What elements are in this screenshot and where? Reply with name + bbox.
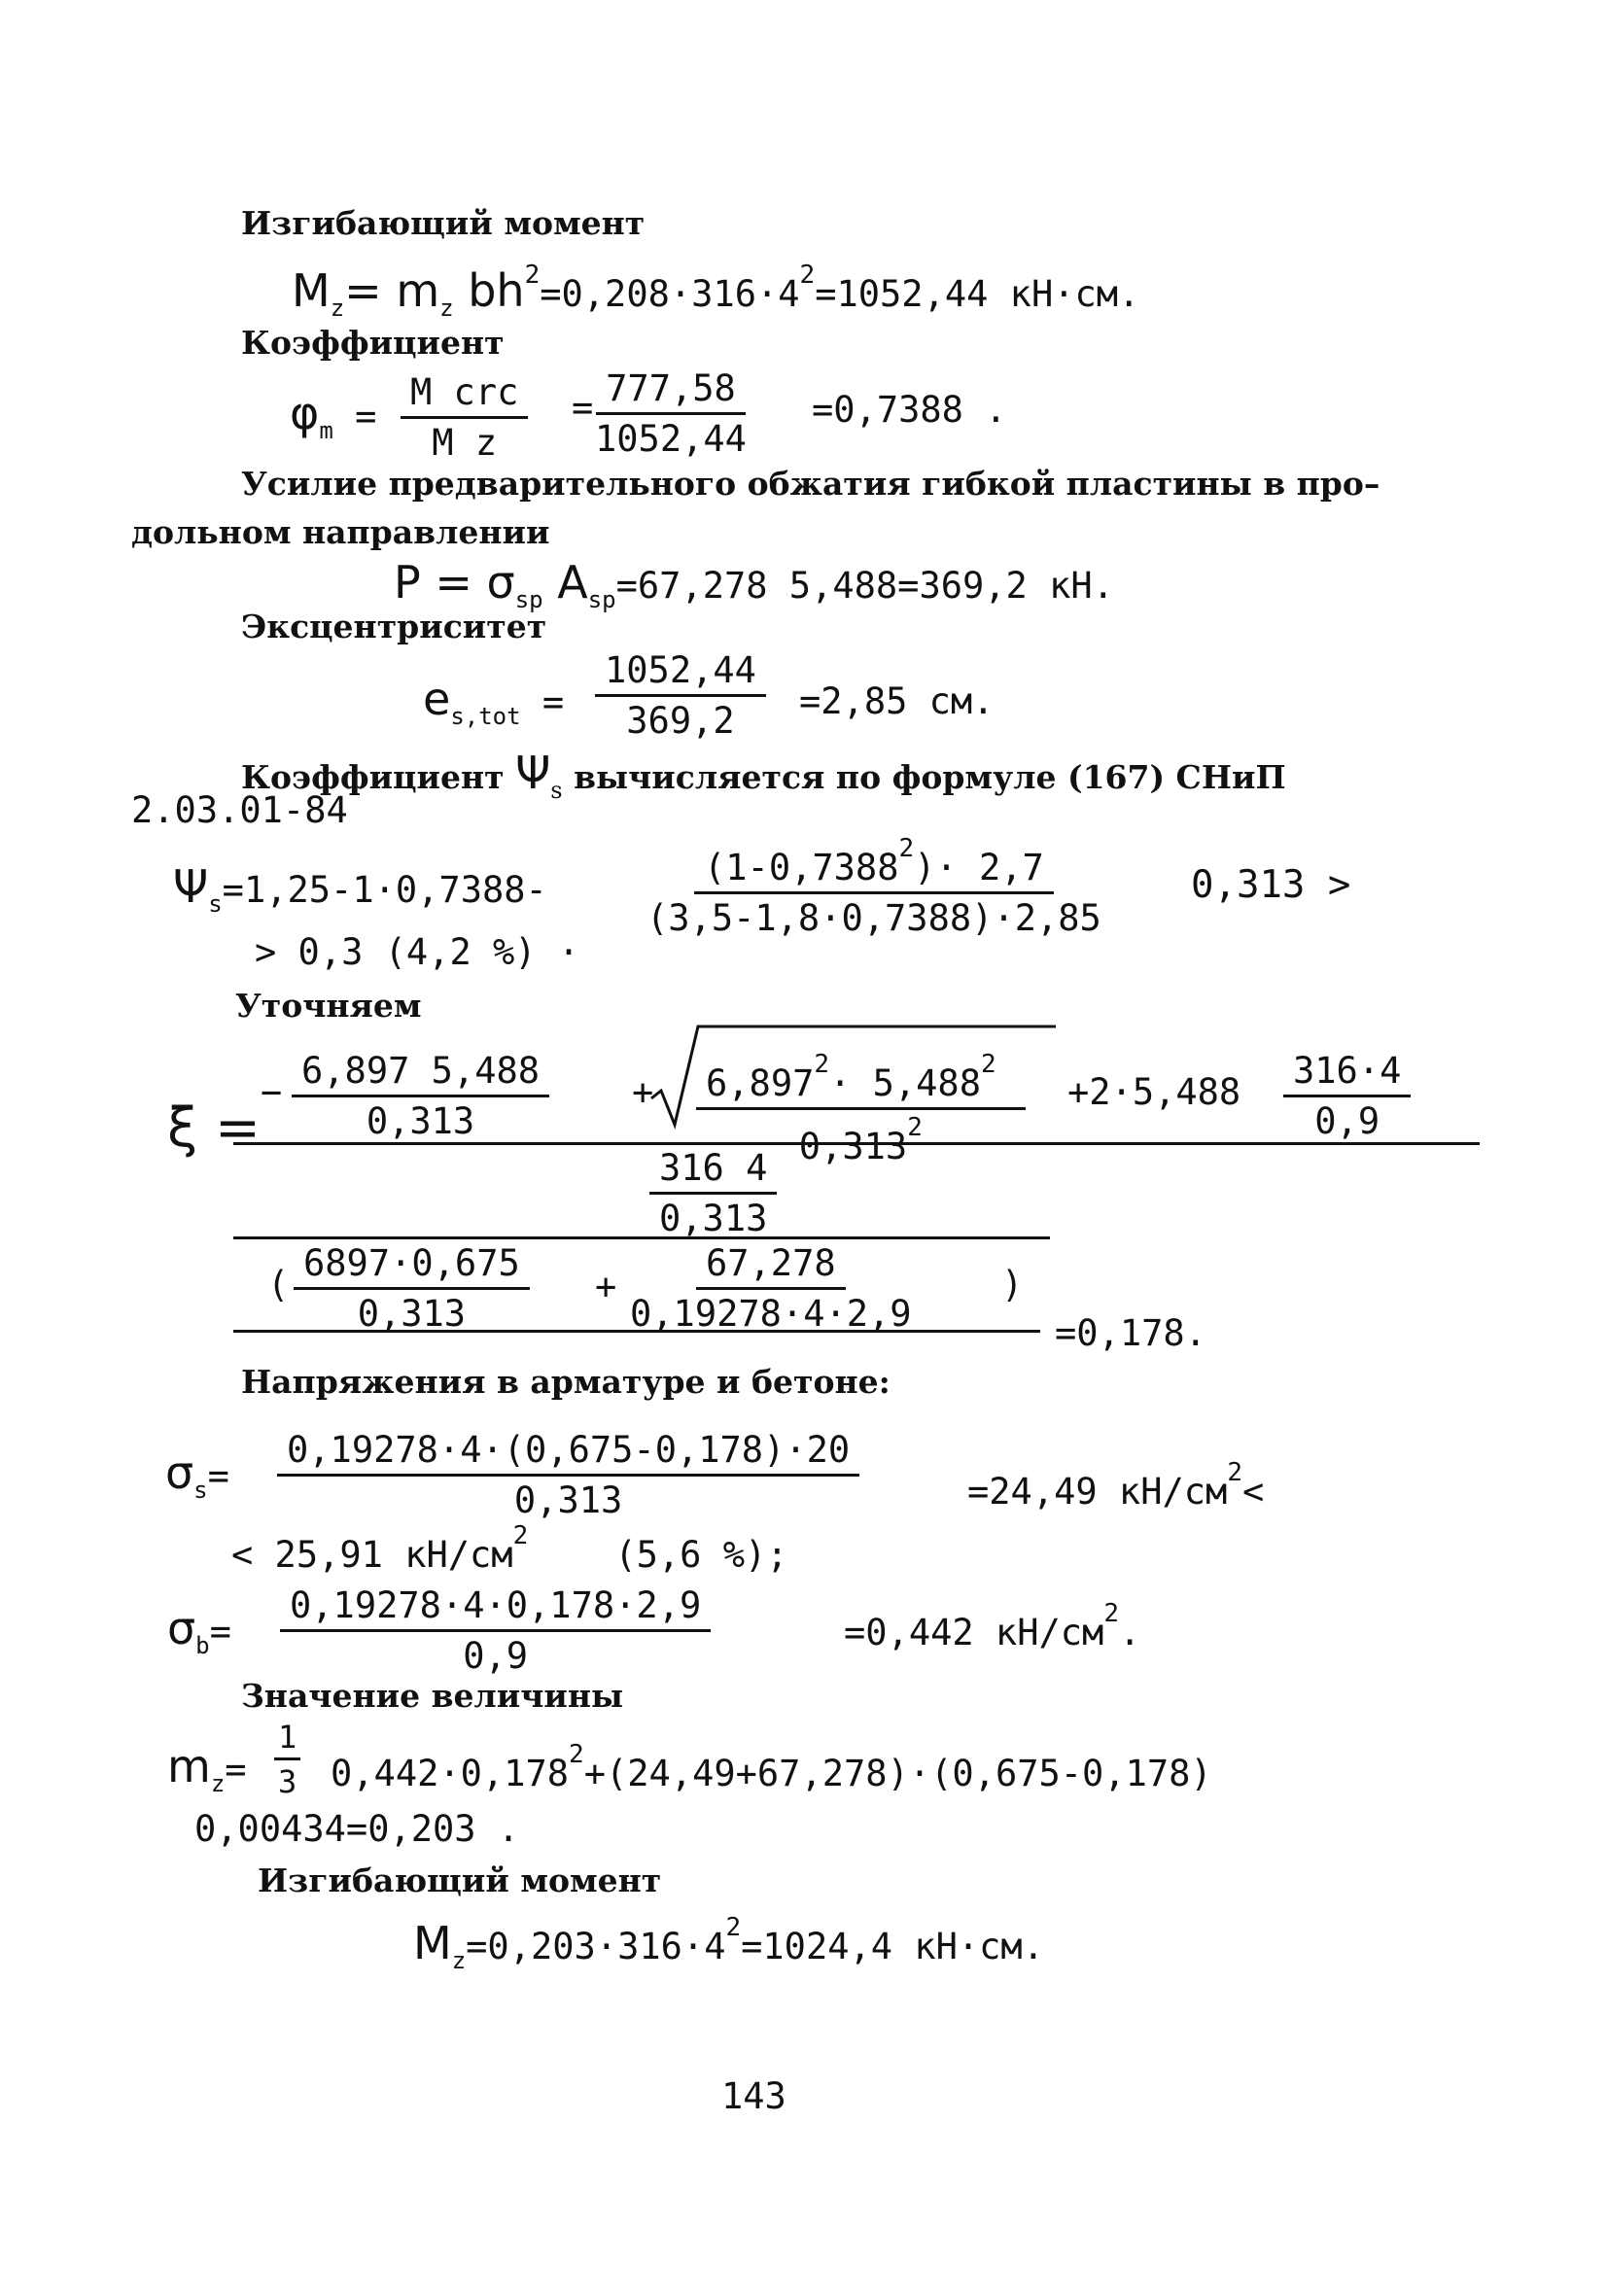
xi-term3: +2·5,488 [1067,1071,1241,1113]
equals-sign: = [572,387,594,429]
fraction-psi: $(1-0,7388^2)\cdot 2,7$ (3,5-1,8·0,7388)·2,85 [646,834,1101,939]
fraction-ecc: 1052,44 369,2 [595,649,766,742]
heading-value: Значение величины [241,1677,624,1715]
fraction-xi-mid: 316 4 0,313 [649,1147,777,1239]
fraction-xi-term2: $6,897^2\cdot 5,488^2$ 0,313$^2$ [696,1050,1026,1167]
xi-term1-sign: − [261,1071,283,1113]
xi-result: =0,178. [1055,1312,1206,1354]
equation-phi-lhs: $\varphi_m$ = [290,387,377,444]
xi-lhs: ξ = [167,1096,261,1160]
fraction-one-third: 1 3 [274,1719,300,1800]
equation-force: $P = \sigma_{sp}$ $A_{sp}=67,278$ 5,488=369,2 кН. [394,556,1114,613]
fraction-xi-b1: 6897·0,675 0,313 [294,1242,530,1335]
psi-result: 0,313 > [1191,863,1351,907]
equation-moment-2: $M_z=0,203\cdot 316\cdot 4^2=1024,4$ кН·см. [413,1913,1044,1974]
fraction-xi-term1: 6,897 5,488 0,313 [292,1050,549,1142]
sigma-b-result: =0,442 $кН/см^2$. [844,1599,1141,1653]
heading-stresses: Напряжения в арматуре и бетоне: [241,1363,891,1401]
heading-eccentricity: Эксцентриситет [241,608,547,645]
xi-fraction-bar-3 [233,1330,1040,1333]
phi-result: =0,7388 . [812,389,1007,431]
heading-bending-moment-2: Изгибающий момент [258,1861,662,1899]
fraction-xi-b2: 67,278 0,19278·4·2,9 [630,1242,912,1335]
fraction-xi-term3: 316·4 0,9 [1283,1050,1411,1142]
paragraph-prestress-line2: дольном направлении [131,513,550,551]
fraction-mcrc-mz: M crc M z [401,371,528,464]
equation-psi-lhs: $\Psi_s=1,25-1\cdot 0,7388-$ [173,860,547,918]
bracket-close: ) [1001,1264,1024,1305]
equation-moment: $M_z= m_z$ $bh^2=0,208\cdot 316\cdot 4^2=1052,44$ кН·см. [292,261,1140,322]
mz-lhs: $m_z=$ [167,1740,247,1797]
equation-ecc-lhs: $e_{s,tot}$ = [423,673,565,730]
xi-fraction-bar-2 [233,1236,1050,1239]
sigma-s-lhs: $\sigma_s=$ [165,1446,229,1504]
heading-bending-moment: Изгибающий момент [241,204,646,242]
page-number: 143 [721,2075,786,2117]
fraction-sigma-b: 0,19278·4·0,178·2,9 0,9 [280,1584,711,1677]
fraction-777-1052: 777,58 1052,44 [595,367,747,460]
xi-main-fraction-bar-1 [233,1142,1480,1145]
sigma-b-lhs: $\sigma_b=$ [167,1602,231,1659]
sigma-s-result: =24,49 $кН/см^2<$ [967,1458,1265,1513]
fraction-sigma-s: 0,19278·4·(0,675-0,178)·20 0,313 [277,1429,859,1521]
bracket-plus: + [595,1266,617,1307]
sigma-s-line2: < 25,91 $кН/см^2$ (5,6 %); [231,1521,788,1576]
ecc-result: =2,85 см. [799,680,995,722]
mz-line2: 0,00434=0,203 . [194,1808,520,1850]
paragraph-psi-code: 2.03.01-84 [131,789,348,831]
bracket-open: ( [267,1264,290,1305]
heading-coefficient: Коэффициент [241,324,505,362]
paragraph-psi: Коэффициент $\Psi_s$ вычисляется по формуле (167) СНиП [241,747,1286,804]
mz-body: $0,442\cdot 0,178^2+(24,49+67,278)\cdot(0,675-0,178)$ [331,1740,1212,1794]
psi-result-line2: > 0,3 (4,2 %) · [255,931,580,973]
heading-refine: Уточняем [235,987,422,1025]
paragraph-prestress-line1: Усилие предварительного обжатия гибкой пластины в про– [241,465,1380,503]
xi-plus: + [632,1071,654,1113]
